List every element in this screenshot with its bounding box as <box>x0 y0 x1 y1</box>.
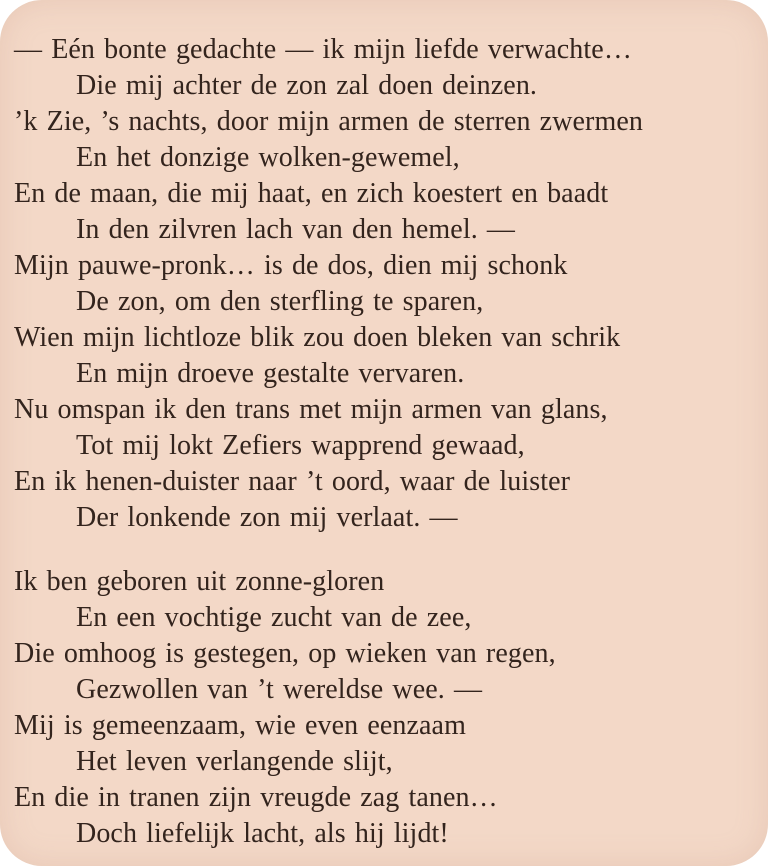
poem-line: De zon, om den sterfling te sparen, <box>76 286 484 317</box>
poem-line: Ik ben geboren uit zonne-gloren <box>14 566 385 597</box>
poem-line: ’k Zie, ’s nachts, door mijn armen de sterren zwermen <box>14 106 643 137</box>
poem-line: En de maan, die mij haat, en zich koestert en baadt <box>14 178 609 209</box>
poem-line: En een vochtige zucht van de zee, <box>76 602 472 633</box>
poem-line: Mij is gemeenzaam, wie even eenzaam <box>14 710 466 741</box>
poem-line: Doch liefelijk lacht, als hij lijdt! <box>76 818 449 849</box>
poem-line: Mijn pauwe-pronk… is de dos, dien mij schonk <box>14 250 568 281</box>
poem-line: En die in tranen zijn vreugde zag tanen… <box>14 782 498 813</box>
poem-line: En het donzige wolken-gewemel, <box>76 142 460 173</box>
poem-line: Wien mijn lichtloze blik zou doen bleken van schrik <box>14 322 621 353</box>
poem-line: Die mij achter de zon zal doen deinzen. <box>76 70 538 101</box>
poem-line: En mijn droeve gestalte vervaren. <box>76 358 465 389</box>
poem-line: Tot mij lokt Zefiers wapprend gewaad, <box>76 430 525 461</box>
poem-line: En ik henen-duister naar ’t oord, waar de luister <box>14 466 571 497</box>
poem-line: — Eén bonte gedachte — ik mijn liefde verwachte… <box>14 34 632 65</box>
poem-line: Nu omspan ik den trans met mijn armen van glans, <box>14 394 608 425</box>
poem-line: Gezwollen van ’t wereldse wee. — <box>76 674 483 705</box>
poem-line: In den zilvren lach van den hemel. — <box>76 214 515 245</box>
poem-line: Het leven verlangende slijt, <box>76 746 393 777</box>
poem-line: Die omhoog is gestegen, op wieken van regen, <box>14 638 556 669</box>
poem-line: Der lonkende zon mij verlaat. — <box>76 502 458 533</box>
